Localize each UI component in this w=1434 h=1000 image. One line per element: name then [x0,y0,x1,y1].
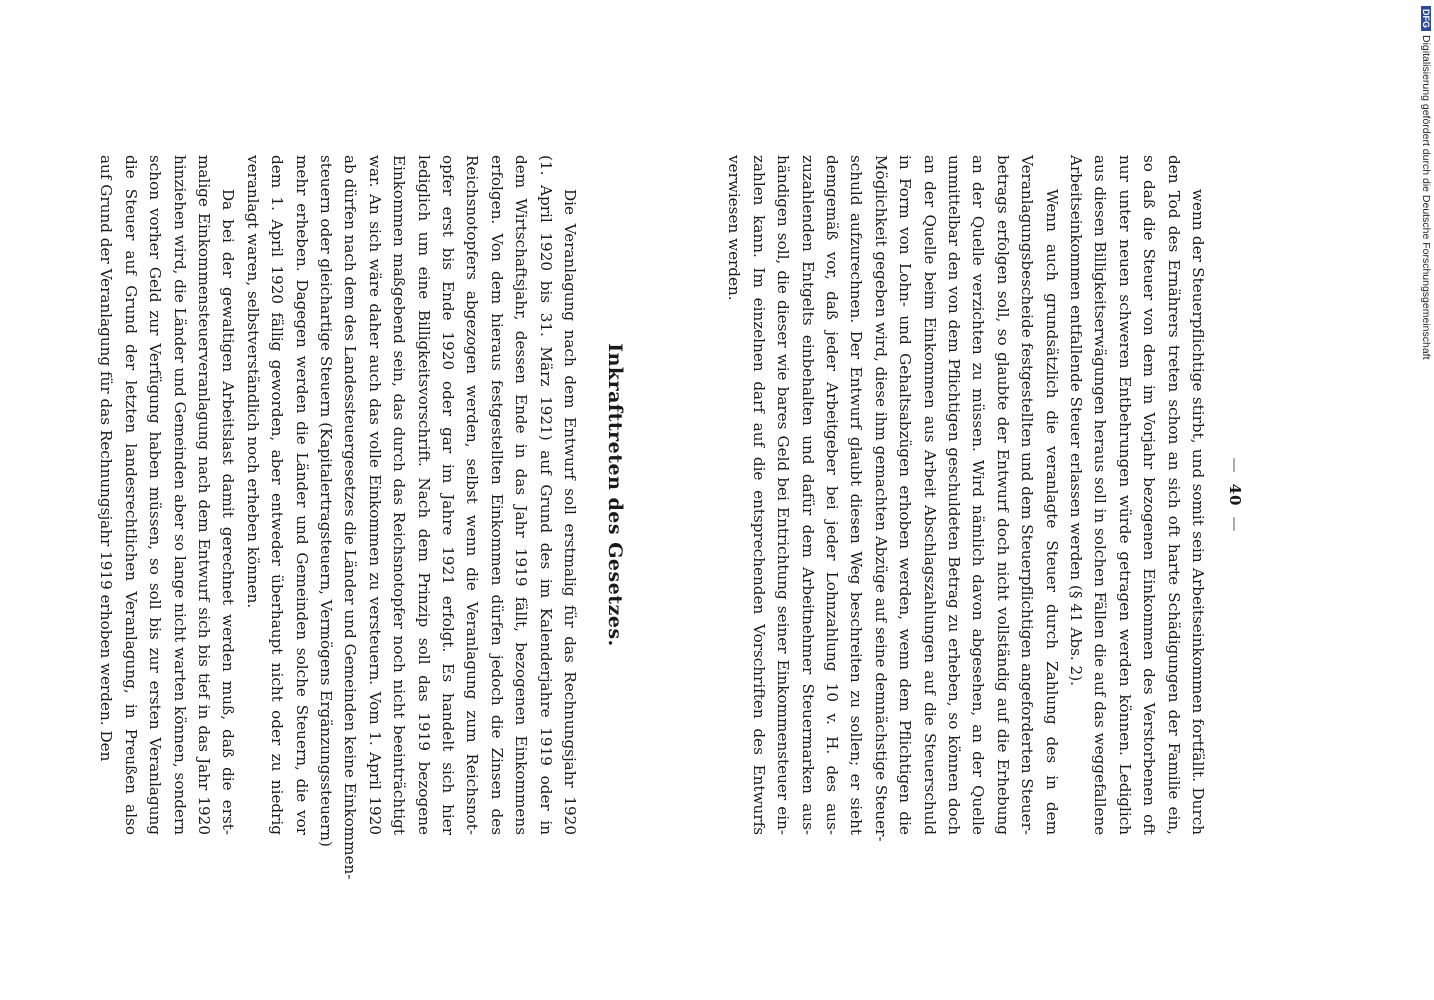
text-line: mehr erheben. Dagegen werden die Länder und Gemeinden solche Steuern, die vor [292,155,311,835]
dfg-stamp [1418,6,1434,406]
text-line: Die Veranlagung nach dem Entwurf soll erstmalig für das Rechnungsjahr 1920 [561,189,579,835]
text-line: Da bei der gewaltigen Arbeitslast damit gerechnet werden muß, daß die erst- [219,189,238,835]
text-line: verwiesen werden. [725,155,744,301]
text-line: zuzahlenden Entgelts einbehalten und dafür dem Arbeitnehmer Steuermarken aus- [798,155,817,835]
text-line: erfolgen. Von dem hieraus festgestellten Einkommen dürfen jedoch die Zinsen des [487,155,506,835]
text-line: in Form von Lohn- und Gehaltsabzügen erhoben werden, wenn dem Pflichtigen die [896,155,915,835]
text-line: an der Quelle beim Einkommen aus Arbeit Abschlagszahlungen auf die Steuerschuld [920,155,939,835]
text-line: ab dürfen nach dem des Landessteuergesetzes die Länder und Gemeinden keine Einkommen- [341,155,360,880]
page-body [97,155,1244,880]
paragraph [240,155,582,880]
text-line: (1. April 1920 bis 31. März 1921) auf Grund des im Kalenderjahre 1919 oder in [536,155,555,835]
text-line: Wenn auch grundsätzlich die veranlagte Steuer durch Zahlung des in dem [1042,189,1061,835]
text-line: auf Grund der Veranlagung für das Rechnungsjahr 1919 erhoben werden. Den [97,155,116,762]
text-line: hinziehen wird, die Länder und Gemeinden aber so lange nicht warten können, sondern [170,155,189,835]
text-line: war. An sich wäre daher auch das volle Einkommen zu versteuern. Vom 1. April 1920 [365,155,384,835]
text-line: opfer erst bis Ende 1920 oder gar im Jahre 1921 erfolgt. Es handelt sich hier [438,155,457,835]
text-line: steuern oder gleichartige Steuern (Kapitalertragsteuern, Vermögens Ergänzungssteuern) [316,155,335,847]
text-line: lediglich um eine Billigkeitsvorschrift. Nach dem Prinzip soll das 1919 bezogene [414,155,433,835]
text-line: Einkommen maßgebend sein, das durch das Reichsnotopfer noch nicht beeinträchtigt [390,155,409,835]
stamp-text: Digitalisierung gefördert durch die Deutsche Forschungsgemeinschaft [1420,35,1432,360]
text-line: nur unter neuen schweren Entbehrungen würde getragen werden können. Lediglich [1115,155,1134,835]
text-line: demgemäß vor, daß jeder Arbeitgeber bei jeder Lohnzahlung 10 v. H. des aus- [822,155,841,835]
text-line: dem Wirtschaftsjahr, dessen Ende in das Jahr 1919 fällt, bezogenen Einkommens [512,155,531,835]
text-line: händigen soll, die dieser wie bares Geld bei Entrichtung seiner Einkommensteuer ein- [774,155,793,835]
text-line: betrags erfolgen soll, so glaubte der Entwurf doch nicht vollständig auf die Erhebung [993,155,1012,835]
section-heading: Inkrafttreten des Gesetzes. [604,343,626,647]
text-line: die Steuer auf Grund der letzten landesrechtlichen Veranlagung, in Preußen also [121,155,140,835]
text-line: malige Einkommensteuerveranlagung nach dem Entwurf sich bis tief in das Jahr 1920 [195,155,213,835]
paragraph [94,155,240,835]
text-line: Möglichkeit gegeben wird, diese ihm gemachten Abzüge auf seine demnächstige Steuer- [871,155,890,842]
text-line: so daß die Steuer von dem im Vorjahr bezogenen Einkommen des Verstorbenen oft [1140,155,1159,835]
text-line: an der Quelle verzichten zu müssen. Wird nämlich davon abgesehen, an der Quelle [969,155,988,835]
text-line: Veranlagungsbescheide festgestellten und dem Steuerpflichtigen angeforderten Steuer- [1018,155,1037,835]
page-number-row: —40— [1226,457,1244,533]
text-line: den Tod des Ernährers treten schon an sich oft harte Schädigungen der Familie ein, [1164,155,1183,835]
text-line: schon vorher Geld zur Verfügung haben müssen, so soll bis zur ersten Veranlagung [146,155,165,835]
dfg-logo: DFG [1421,6,1431,31]
text-line: wenn der Steuerpflichtige stirbt, und somit sein Arbeitseinkommen fortfällt. Durch [1189,189,1207,835]
text-line: Arbeitseinkommen entfallende Steuer erlassen werden (§ 41 Abs. 2). [1066,155,1085,686]
paragraph [722,155,1064,842]
text-line: aus diesen Billigkeitserwägungen heraus soll in solchen Fällen die auf das weggefallene [1091,155,1110,836]
text-line: schuld aufzurechnen. Der Entwurf glaubt diesen Weg beschreiten zu sollen; er sieht [847,155,866,835]
text-line: dem 1. April 1920 fällig geworden, aber entweder überhaupt nicht oder zu niedrig [268,155,287,835]
paragraph [1064,155,1210,835]
text-line: veranlagt waren, selbstverständlich noch erheben können. [243,155,262,609]
text-line: Reichsnotopfers abgezogen werden, selbst wenn die Veranlagung zum Reichsnot- [463,155,482,835]
page-number: 40 [1226,483,1244,507]
text-line: unmittelbar den von dem Pflichtigen geschuldeten Betrag zu erheben, so können doch [944,155,963,835]
text-line: zahlen kann. Im einzelnen darf auf die entsprechenden Vorschriften des Entwurfs [749,155,768,835]
